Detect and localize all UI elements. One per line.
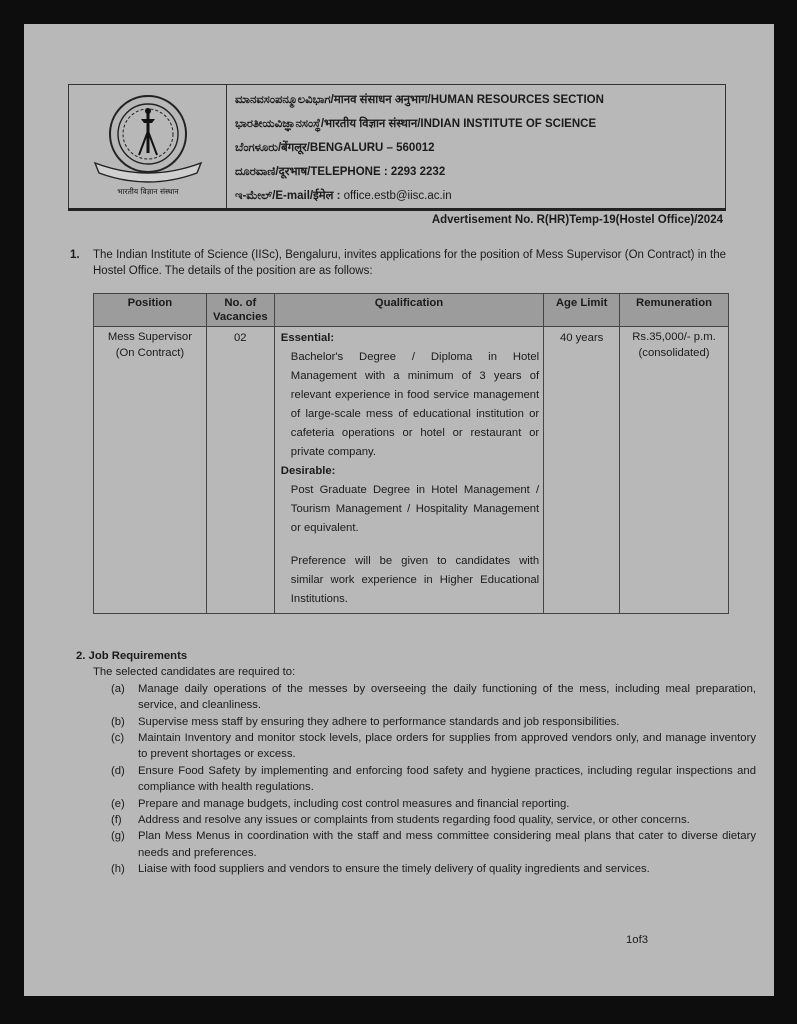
essential-label: Essential: xyxy=(280,332,335,344)
item-text: Prepare and manage budgets, including cost control measures and financial reporting. xyxy=(138,797,570,810)
item-label: (f) xyxy=(111,814,122,827)
page-number: 1of3 xyxy=(626,934,648,946)
desirable-text: Post Graduate Degree in Hotel Management / Tourism Management / Hospitality Management or equivalent. xyxy=(290,484,540,534)
item-label: (a) xyxy=(111,682,125,695)
col-position: Position xyxy=(94,294,207,327)
list-item xyxy=(111,730,756,763)
header-rule xyxy=(68,208,726,211)
col-remuneration: Remuneration xyxy=(620,294,729,327)
item-label: (h) xyxy=(111,863,125,876)
col-age-limit: Age Limit xyxy=(544,294,620,327)
intro-paragraph xyxy=(70,247,726,279)
col-vacancies: No. of Vacancies xyxy=(206,294,274,327)
iisc-logo-icon xyxy=(89,91,207,197)
preference-text: Preference will be given to candidates with similar work experience in Higher Educational Institutions. xyxy=(290,555,540,605)
header-section-line: ಮಾನವಸಂಪನ್ಮೂಲವಿಭಾಗ/मानव संसाधन अनुभाग/HUMAN RESOURCES SECTION xyxy=(235,94,604,106)
essential-text: Bachelor's Degree / Diploma in Hotel Management with a minimum of 3 years of relevant experience in food service management of large-scale mess of educational institution or cafeteria operations or hotel or restaurant or private company. xyxy=(290,351,540,458)
job-requirements-section xyxy=(76,648,756,878)
item-text: Address and resolve any issues or complaints from students regarding food quality, service, or other concerns. xyxy=(138,814,690,827)
item-label: (d) xyxy=(111,764,125,777)
section-intro: The selected candidates are required to: xyxy=(93,666,296,679)
item-text: Plan Mess Menus in coordination with the staff and mess committee considering meal plans that cater to diverse dietary needs and preferences. xyxy=(138,830,756,859)
section-title: 2. Job Requirements xyxy=(76,650,188,662)
logo-hindi-text: भारतीय विज्ञान संस्थान xyxy=(117,187,179,196)
cell-position: Mess Supervisor (On Contract) xyxy=(94,327,207,614)
col-qualification: Qualification xyxy=(274,294,543,327)
desirable-label: Desirable: xyxy=(280,465,336,477)
item-text: Maintain Inventory and monitor stock levels, place orders for supplies from approved vendors only, and manage inventory to prevent shortages or excess. xyxy=(138,732,756,761)
advertisement-number: Advertisement No. R(HR)Temp-19(Hostel Office)/2024 xyxy=(431,214,723,226)
header-city-line: ಬೆಂಗಳೂರು/बेंगलूर/BENGALURU – 560012 xyxy=(235,142,435,154)
email-label: ಇ-ಮೇಲ್/E-mail/ईमेल : xyxy=(235,190,344,202)
cell-remuneration: Rs.35,000/- p.m. (consolidated) xyxy=(620,327,729,614)
item-label: (b) xyxy=(111,715,125,728)
header-telephone-line: ದೂರವಾಣಿ/दूरभाष/TELEPHONE : 2293 2232 xyxy=(235,166,446,178)
list-item xyxy=(111,796,756,812)
cell-vacancies: 02 xyxy=(206,327,274,614)
list-item xyxy=(111,812,756,828)
list-item xyxy=(111,828,756,861)
cell-age-limit: 40 years xyxy=(544,327,620,614)
position-table xyxy=(93,293,729,614)
header-institute-line: ಭಾರತೀಯವಿಜ್ಞಾನಸಂಸ್ಥೆ/भारतीय विज्ञान संस्थान/INDIAN INSTITUTE OF SCIENCE xyxy=(235,118,597,130)
list-item xyxy=(111,681,756,714)
para-number: 1. xyxy=(70,249,80,261)
letterhead-lines xyxy=(227,85,725,209)
item-label: (g) xyxy=(111,830,125,843)
item-label: (e) xyxy=(111,797,125,810)
header-email-line xyxy=(235,184,715,208)
list-item xyxy=(111,714,756,730)
requirements-list xyxy=(111,681,756,878)
cell-qualification xyxy=(274,327,543,614)
letterhead xyxy=(68,84,726,210)
logo-cell xyxy=(69,85,227,209)
list-item xyxy=(111,763,756,796)
intro-text: The Indian Institute of Science (IISc), Bengaluru, invites applications for the position of Mess Supervisor (On Contract) in the Hostel Office. The details of the position are as follows: xyxy=(93,249,726,277)
table-header-row xyxy=(94,294,729,327)
item-text: Liaise with food suppliers and vendors to ensure the timely delivery of quality ingredients and services. xyxy=(138,863,650,876)
table-row xyxy=(94,327,729,614)
email-value: office.estb@iisc.ac.in xyxy=(343,190,452,202)
item-text: Supervise mess staff by ensuring they adhere to performance standards and job responsibilities. xyxy=(138,715,620,728)
item-text: Ensure Food Safety by implementing and enforcing food safety and hygiene practices, including regular inspections and compliance with health regulations. xyxy=(138,764,756,794)
item-text: Manage daily operations of the messes by overseeing the daily functioning of the mess, including meal preparation, service, and cleanliness. xyxy=(138,682,756,712)
list-item xyxy=(111,861,756,877)
item-label: (c) xyxy=(111,732,125,745)
